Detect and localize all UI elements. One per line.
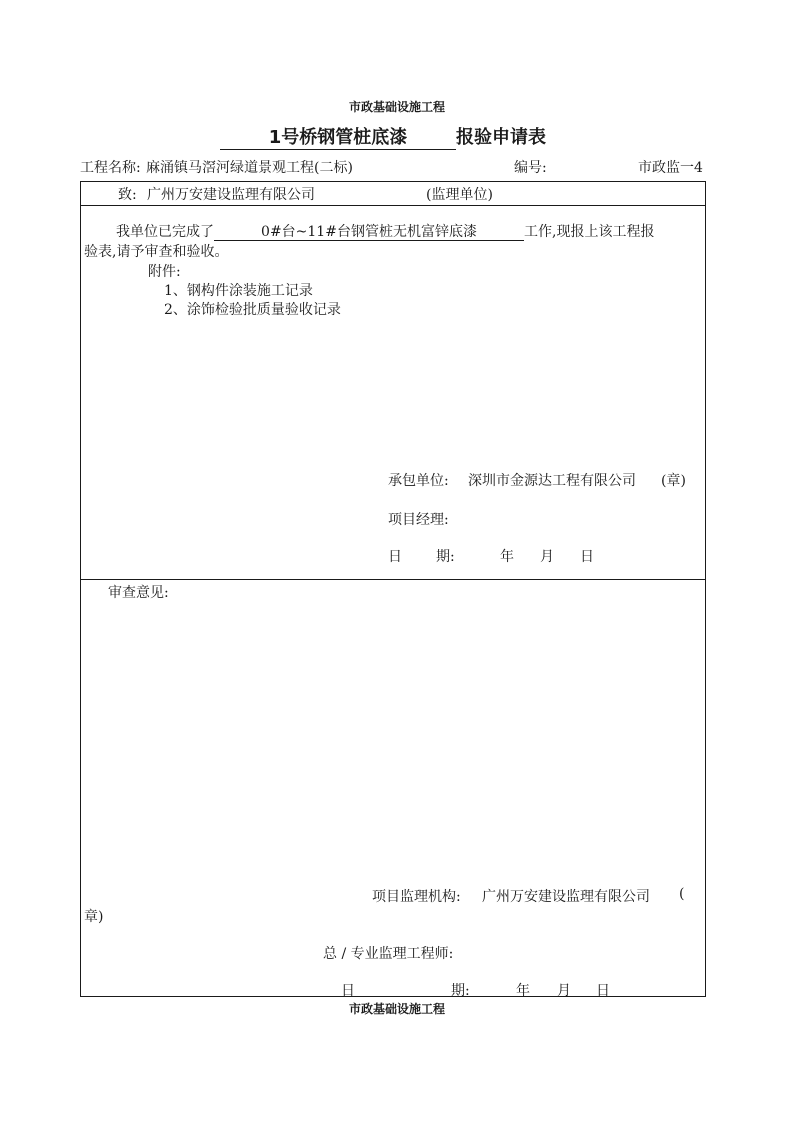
form-title [220,123,546,150]
contractor-seal: (章) [661,473,686,489]
statement-prefix: 我单位已完成了 [116,224,214,240]
supervision-org-value: 广州万安建设监理有限公司 [482,889,650,905]
header-org: 市政基础设施工程 [348,100,445,114]
statement-suffix: 工作,现报上该工程报 [524,224,655,240]
section-divider [80,579,706,580]
contractor-label: 承包单位: [388,473,449,489]
completion-statement [116,221,654,241]
recipient-unit: (监理单位) [426,187,493,203]
supervision-seal-rest: 章) [84,909,104,925]
review-date-label-b: 期: [451,983,470,999]
attachments-label: 附件: [148,264,181,280]
review-day: 日 [596,983,610,999]
footer-org: 市政基础设施工程 [348,1002,445,1016]
title-subject: 1号桥钢管桩底漆 [220,128,456,150]
contractor-day: 日 [580,549,594,565]
title-suffix: 报验申请表 [456,127,546,148]
contractor-value: 深圳市金源达工程有限公司 [468,473,636,489]
review-year: 年 [516,983,530,999]
attachment-item: 1、钢构件涂装施工记录 [164,283,313,299]
project-name-label: 工程名称: [80,160,141,176]
row-divider [80,205,706,206]
recipient-prefix: 致: [118,187,137,203]
completed-work: 0#台~11#台钢管桩无机富锌底漆 [214,224,524,241]
project-manager-label: 项目经理: [388,512,449,528]
project-number-label: 编号: [514,160,547,176]
contractor-year: 年 [500,549,514,565]
contractor-date-label-a: 日 [388,549,402,565]
statement-continuation: 验表,请予审查和验收。 [84,244,229,260]
review-opinion-label: 审查意见: [108,585,169,601]
attachment-item: 2、涂饰检验批质量验收记录 [164,302,341,318]
review-month: 月 [557,983,571,999]
supervising-engineer-label: 总 / 专业监理工程师: [323,946,454,962]
supervision-seal-open: ( [679,886,685,902]
contractor-date-label-b: 期: [436,549,455,565]
recipient-value: 广州万安建设监理有限公司 [147,187,315,203]
project-name-value: 麻涌镇马滘河绿道景观工程(二标) [146,160,353,176]
supervision-org-label: 项目监理机构: [372,889,461,905]
review-date-label-a: 日 [341,983,355,999]
contractor-month: 月 [540,549,554,565]
project-number-value: 市政监一4 [638,160,703,176]
